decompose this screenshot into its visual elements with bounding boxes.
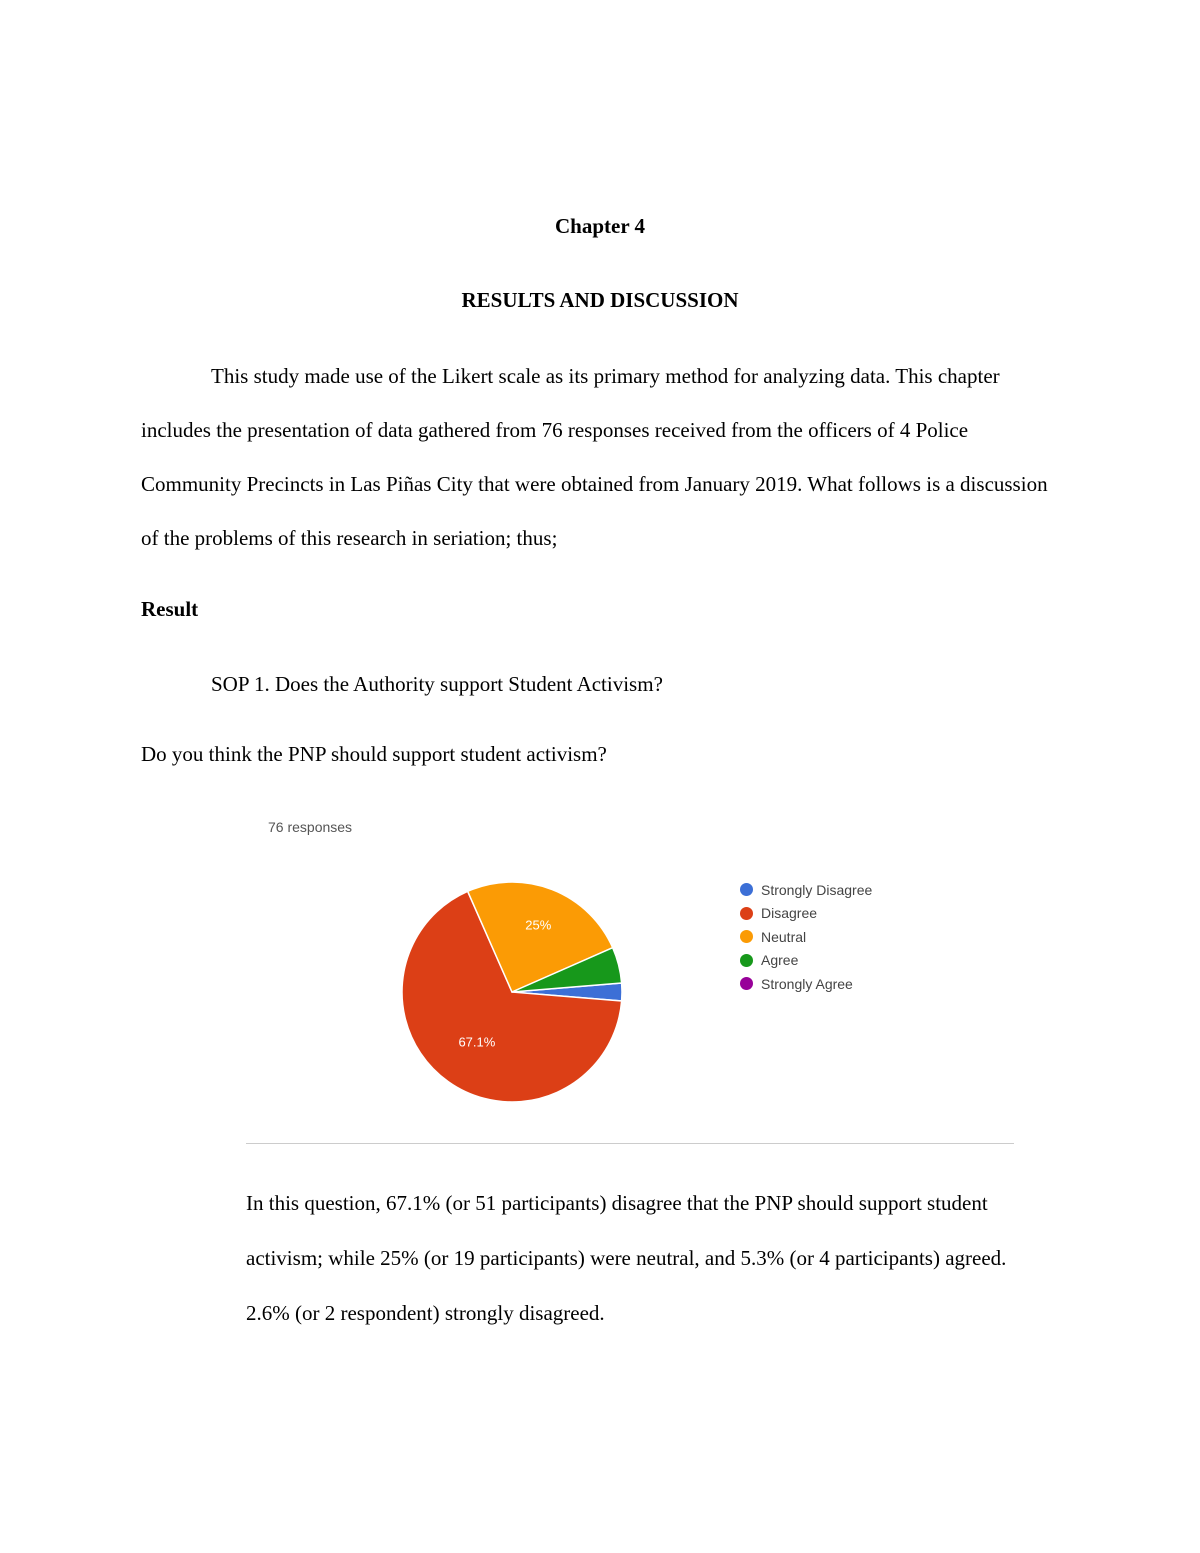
- chart-legend: [740, 878, 872, 996]
- slice-label-neutral: 25%: [525, 917, 552, 933]
- legend-item-strongly-disagree: [740, 878, 872, 902]
- chart-title: 76 responses: [268, 819, 353, 835]
- chapter-title: Chapter 4: [554, 214, 646, 238]
- legend-dot: [740, 930, 753, 943]
- legend-item-agree: [740, 949, 872, 973]
- sop-question: SOP 1. Does the Authority support Student Activism?: [211, 672, 663, 696]
- legend-label: Disagree: [761, 905, 818, 922]
- intro-paragraph: This study made use of the Likert scale as its primary method for analyzing data. This chapter includes the presentation of data gathered from 76 responses received from the officers of 4 Police Community Precincts in Las Piñas City that were obtained from January 2019. What follows is a discussion of the problems of this research in seriation; thus;: [141, 364, 1048, 550]
- pie-chart: [250, 812, 970, 1112]
- legend-item-disagree: [740, 902, 872, 926]
- legend-label: Strongly Disagree: [761, 881, 873, 898]
- slice-label-disagree: 67.1%: [458, 1034, 496, 1050]
- section-title: RESULTS AND DISCUSSION: [461, 288, 739, 312]
- discussion-paragraph: In this question, 67.1% (or 51 participants) disagree that the PNP should support student activism; while 25% (or 19 participants) were neutral, and 5.3% (or 4 participants) agreed. 2.6% (or 2 respondent) strongly disagreed.: [246, 1191, 1007, 1325]
- legend-label: Agree: [761, 952, 799, 969]
- survey-question: Do you think the PNP should support student activism?: [141, 742, 607, 766]
- legend-dot: [740, 977, 753, 990]
- legend-label: Neutral: [761, 928, 807, 945]
- legend-dot: [740, 954, 753, 967]
- legend-item-neutral: [740, 925, 872, 949]
- result-heading: Result: [141, 597, 199, 621]
- legend-dot: [740, 907, 753, 920]
- divider: [246, 1143, 1014, 1144]
- legend-item-strongly-agree: [740, 972, 872, 996]
- legend-label: Strongly Agree: [761, 975, 853, 992]
- legend-dot: [740, 883, 753, 896]
